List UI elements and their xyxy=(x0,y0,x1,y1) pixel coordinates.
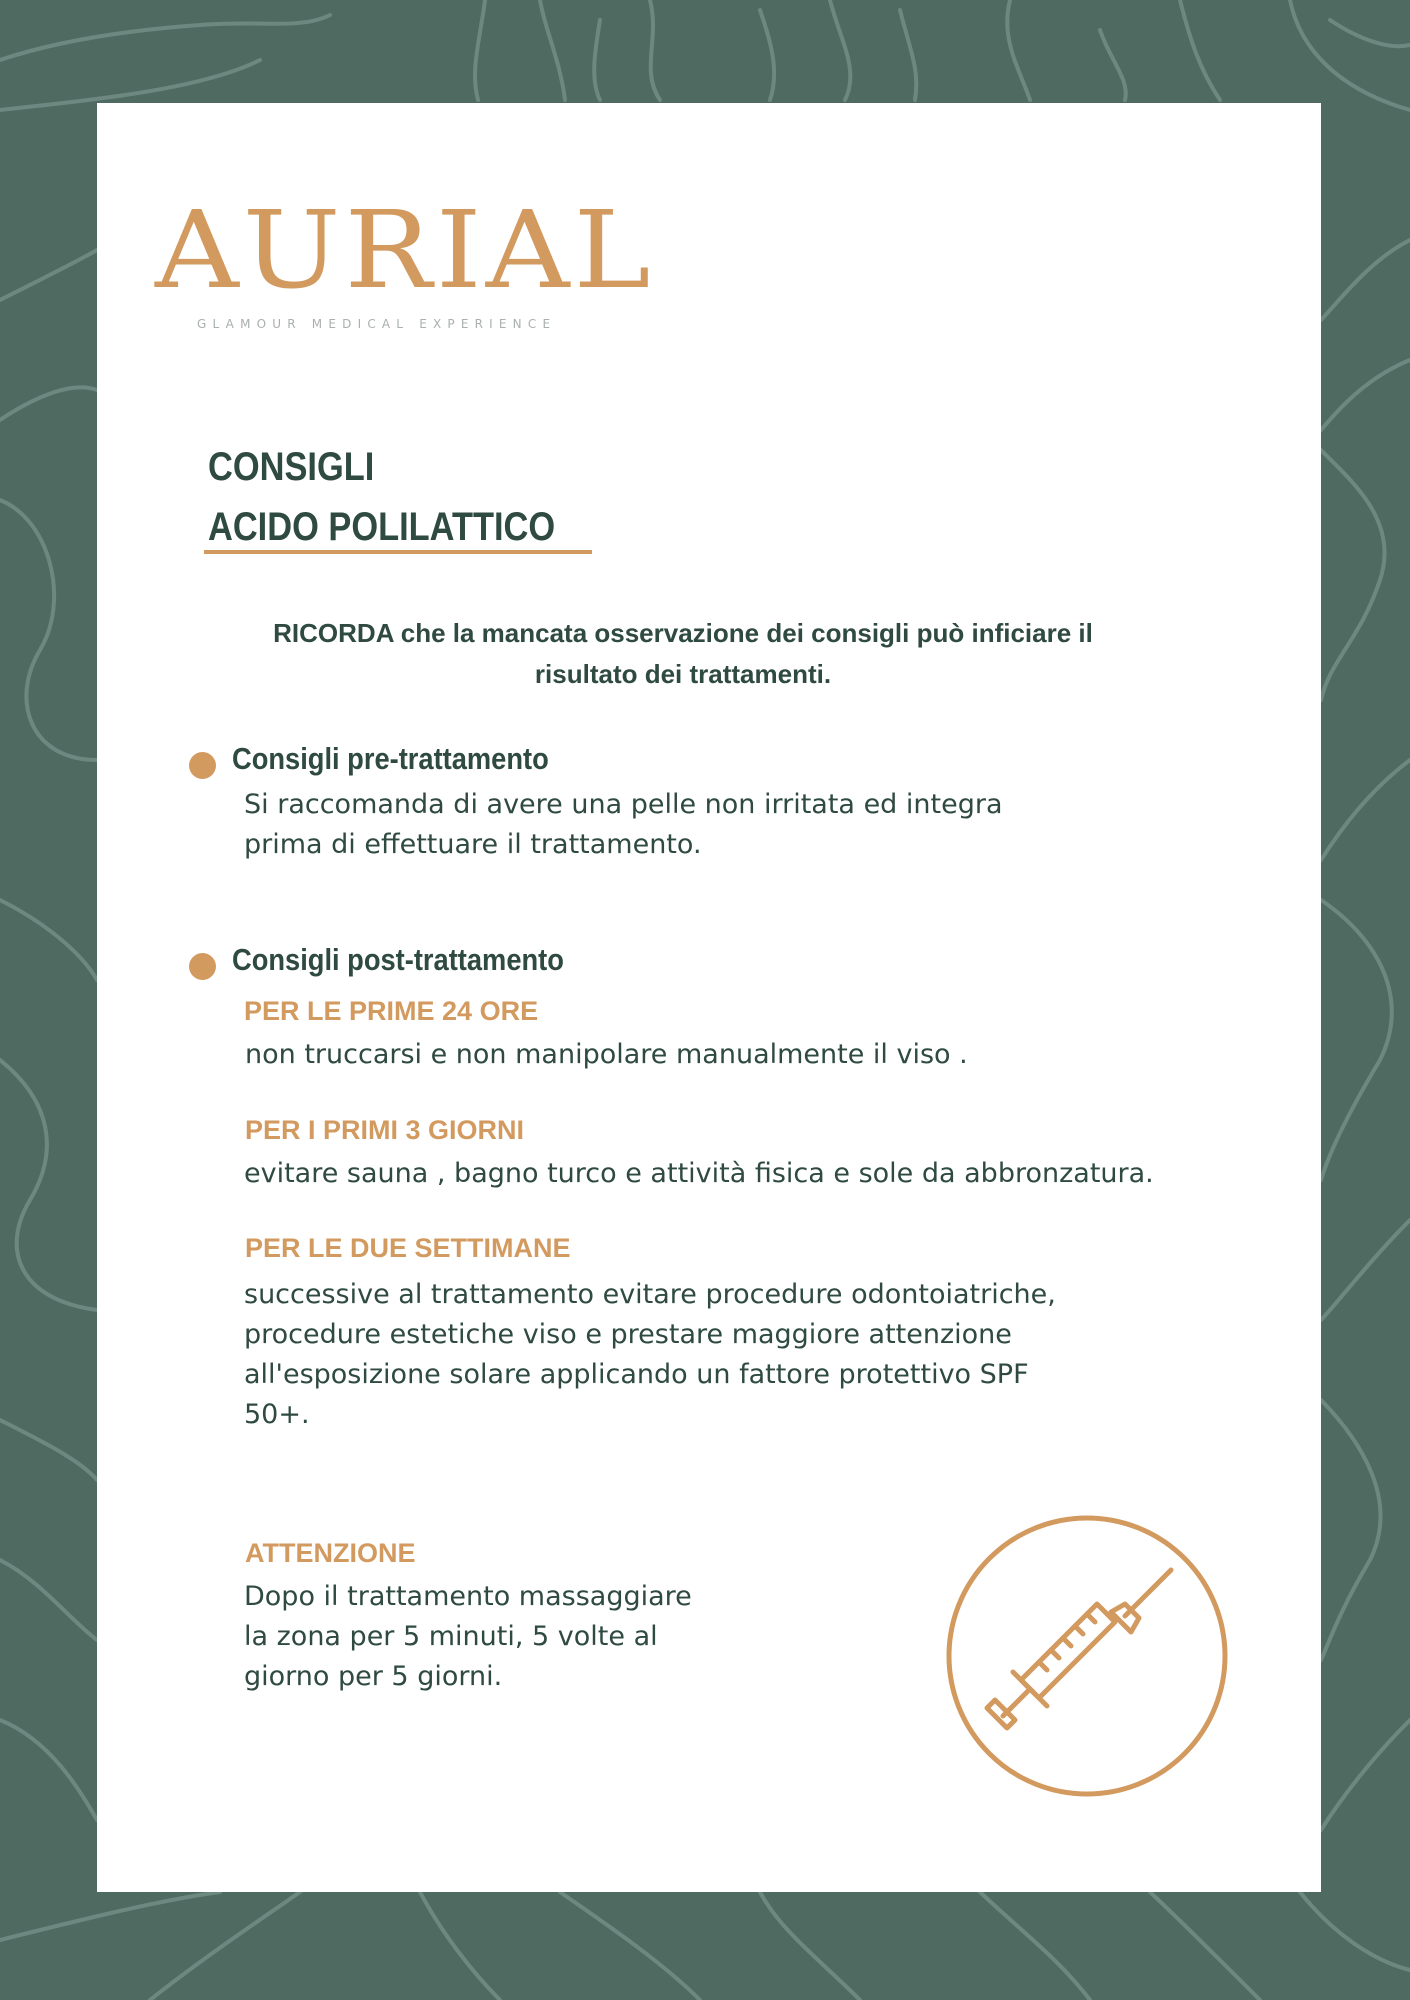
post-section-title: PER LE DUE SETTIMANE xyxy=(245,1233,571,1263)
syringe-icon xyxy=(943,1512,1231,1800)
brand-name: AURIAL xyxy=(155,188,655,313)
post-section-line: procedure estetiche viso e prestare maggiore attenzione xyxy=(244,1319,1012,1350)
page-title xyxy=(208,437,555,557)
content-card xyxy=(97,103,1321,1892)
title-underline xyxy=(204,550,592,554)
attention-title: ATTENZIONE xyxy=(245,1538,416,1568)
attention-line: Dopo il trattamento massaggiare xyxy=(244,1581,692,1612)
post-section-line: successive al trattamento evitare procedure odontoiatriche, xyxy=(244,1279,1056,1310)
bullet-dot-icon xyxy=(189,953,216,980)
title-line-2: ACIDO POLILATTICO xyxy=(208,505,556,549)
post-section-title: PER LE PRIME 24 ORE xyxy=(244,996,539,1026)
post-section-line: all'esposizione solare applicando un fattore protettivo SPF xyxy=(244,1359,1029,1390)
post-section-title: PER I PRIMI 3 GIORNI xyxy=(245,1115,525,1145)
post-section-line: evitare sauna , bagno turco e attività fisica e sole da abbronzatura. xyxy=(244,1158,1154,1189)
title-line-1: CONSIGLI xyxy=(208,445,375,489)
pre-treatment-heading: Consigli pre-trattamento xyxy=(232,741,549,776)
pre-treatment-line: Si raccomanda di avere una pelle non irritata ed integra xyxy=(244,789,1003,820)
brand-tagline: GLAMOUR MEDICAL EXPERIENCE xyxy=(197,317,557,331)
post-section-line: non truccarsi e non manipolare manualmente il viso . xyxy=(245,1039,968,1070)
reminder-text: RICORDA che la mancata osservazione dei consigli può inficiare il risultato dei trattamenti. xyxy=(273,618,1093,689)
post-section-line: 50+. xyxy=(244,1399,310,1430)
bullet-dot-icon xyxy=(189,752,216,779)
attention-line: la zona per 5 minuti, 5 volte al xyxy=(244,1621,658,1652)
pre-treatment-line: prima di effettuare il trattamento. xyxy=(244,829,702,860)
attention-line: giorno per 5 giorni. xyxy=(244,1661,503,1692)
post-treatment-heading: Consigli post-trattamento xyxy=(232,942,564,977)
